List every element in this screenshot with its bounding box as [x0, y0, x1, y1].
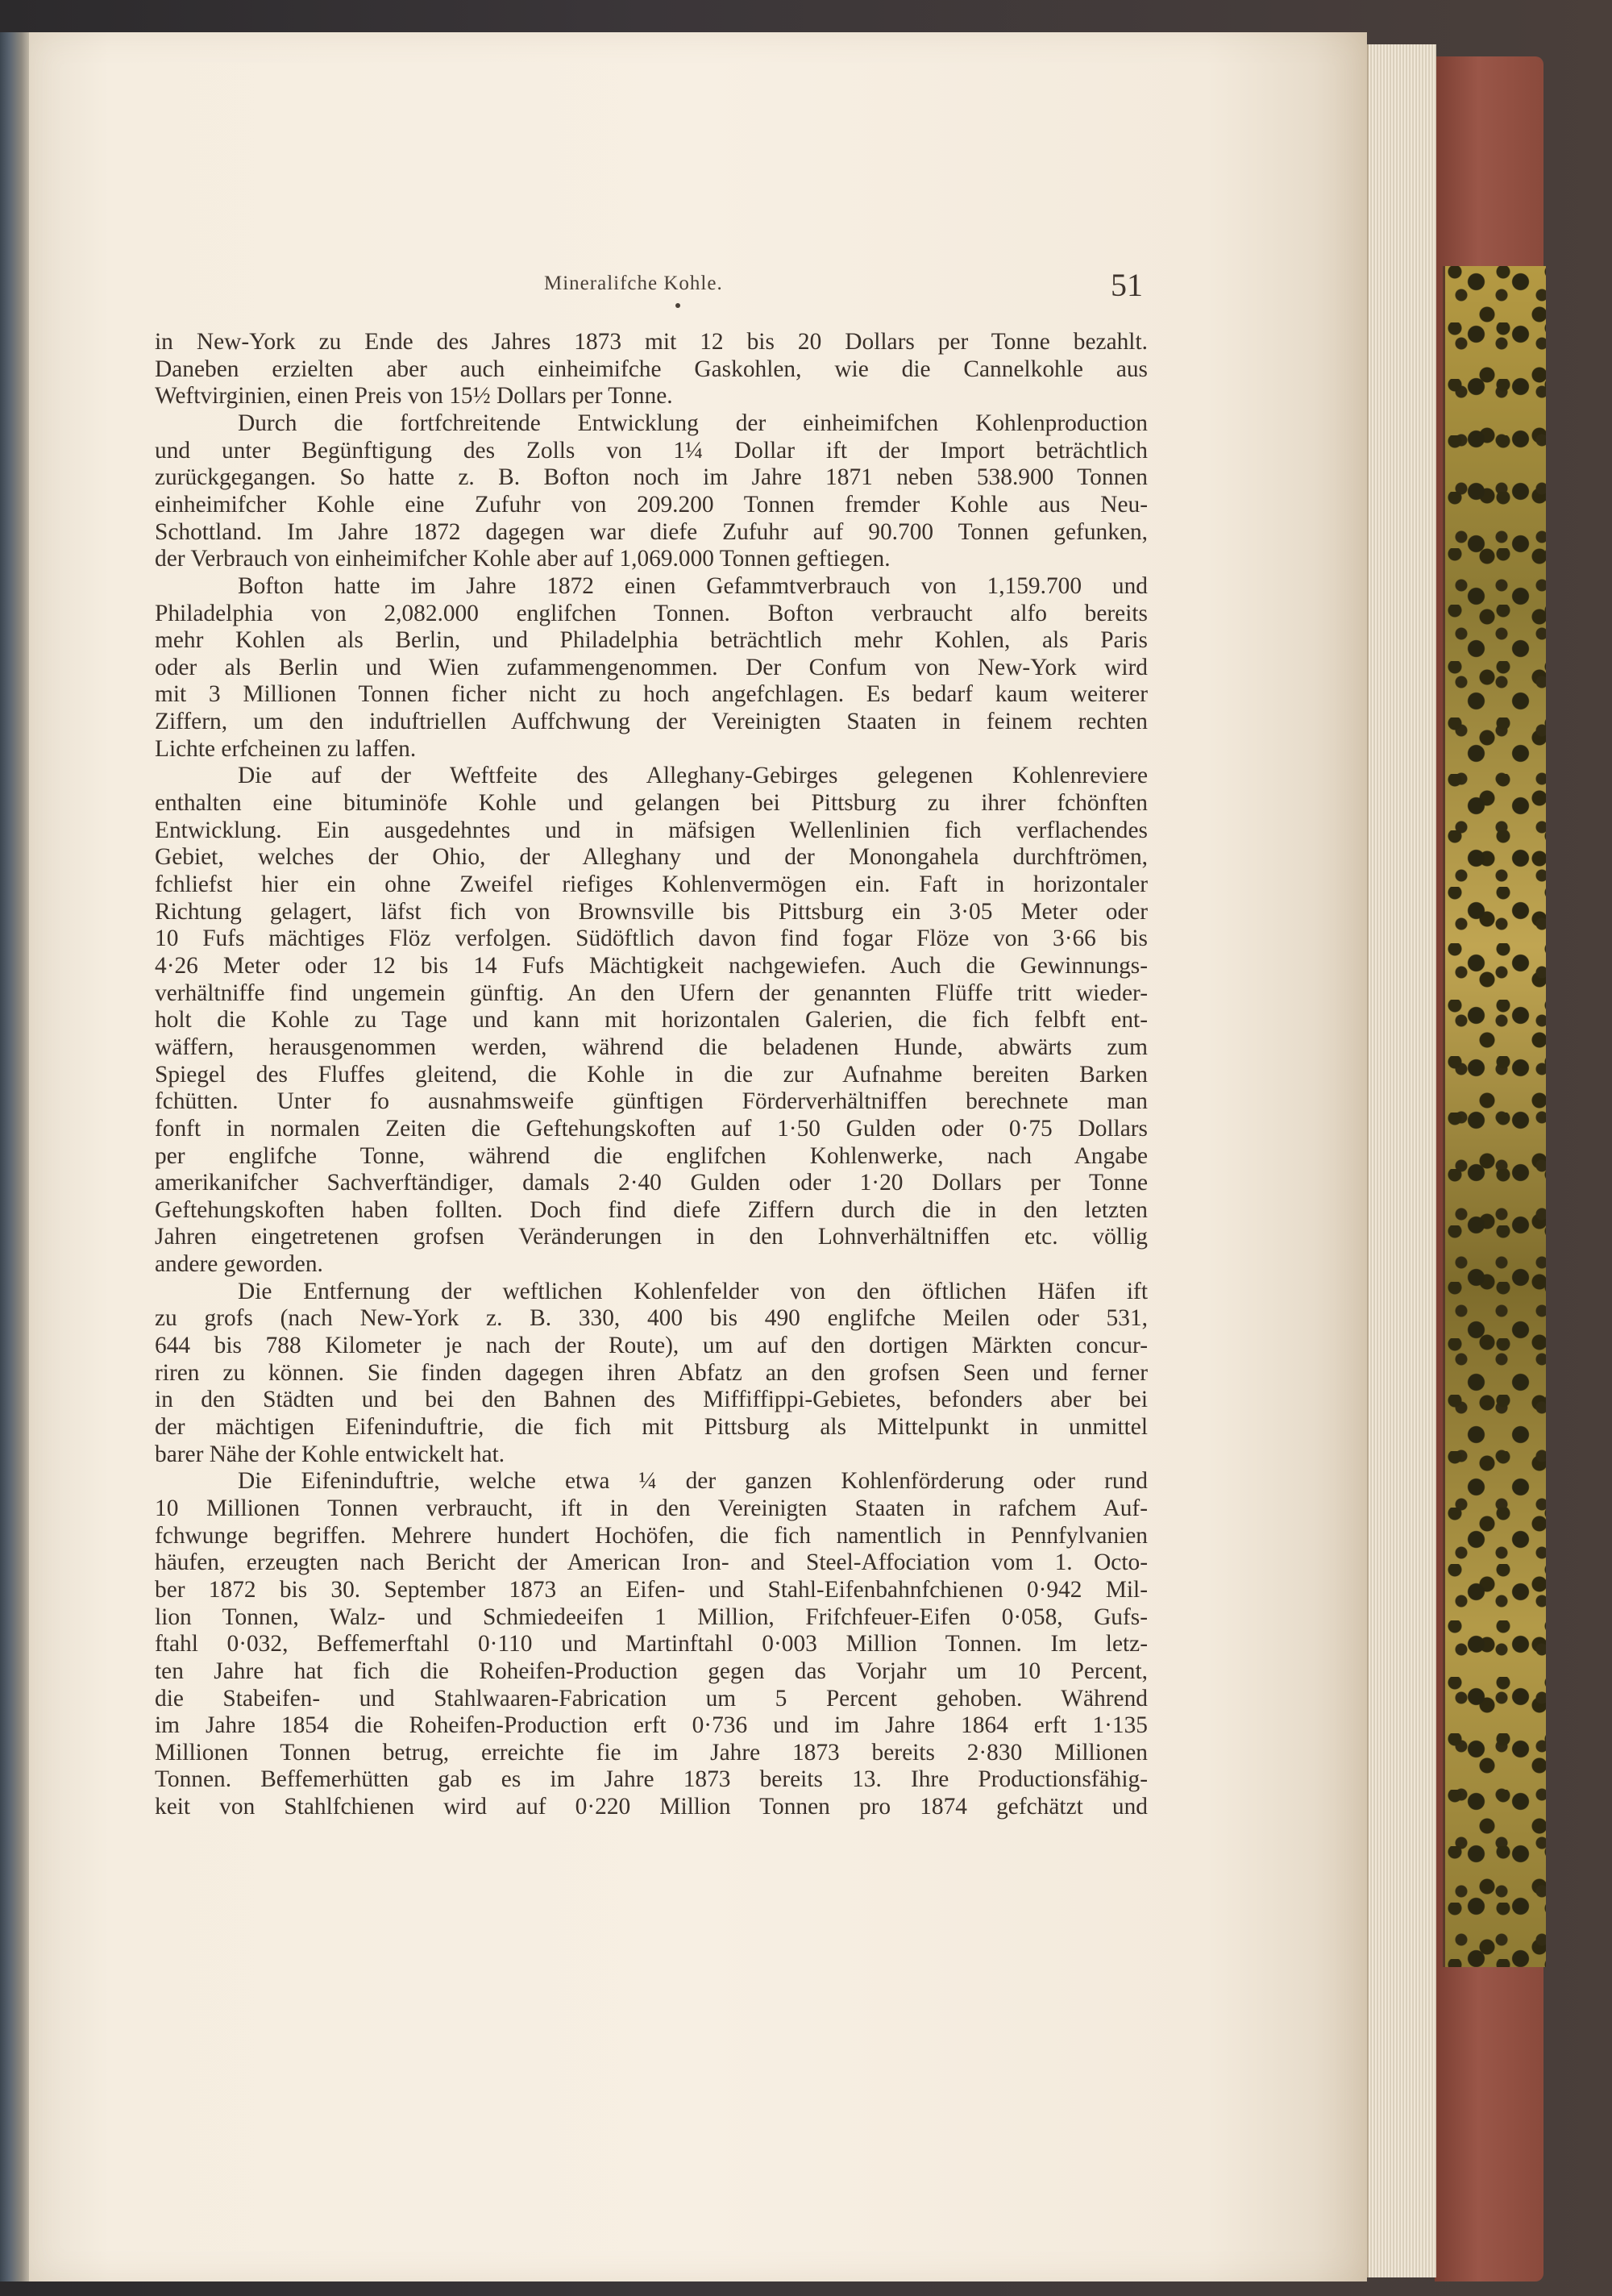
- text-line: oder als Berlin und Wien zufammengenommen. Der Confum von New-York wird: [155, 654, 1148, 680]
- text-line: zu grofs (nach New-York z. B. 330, 400 bis 490 englifche Meilen oder 531,: [155, 1305, 1148, 1332]
- page-block-edges: [1367, 44, 1436, 2277]
- text-line: Richtung gelagert, läfst fich von Brownsville bis Pittsburg ein 3·05 Meter oder: [155, 898, 1148, 925]
- text-line: Lichte erfcheinen zu laffen.: [155, 735, 417, 762]
- text-line: mehr Kohlen als Berlin, und Philadelphia beträchtlich mehr Kohlen, als Paris: [155, 627, 1148, 654]
- text-line: wäffern, herausgenommen werden, während die beladenen Hunde, abwärts zum: [155, 1034, 1148, 1060]
- text-line: Daneben erzielten aber auch einheimifche Gaskohlen, wie die Cannelkohle aus: [155, 356, 1148, 382]
- text-line: Philadelphia von 2,082.000 englifchen Tonnen. Bofton verbraucht alfo bereits: [155, 600, 1148, 626]
- text-line: ten Jahre hat fich die Roheifen-Production gegen das Vorjahr um 10 Percent,: [155, 1658, 1148, 1684]
- text-line: zurückgegangen. So hatte z. B. Bofton noch im Jahre 1871 neben 538.900 Tonnen: [155, 464, 1148, 491]
- text-line: Schottland. Im Jahre 1872 dagegen war diefe Zufuhr auf 90.700 Tonnen gefunken,: [155, 518, 1148, 545]
- text-line: Gebiet, welches der Ohio, der Alleghany und der Monongahela durchftrömen,: [155, 844, 1148, 871]
- running-title: Mineralifche Kohle.: [544, 272, 723, 294]
- text-line: Durch die fortfchreitende Entwicklung der einheimifchen Kohlenproduction: [238, 410, 1148, 436]
- text-line: die Stabeifen- und Stahlwaaren-Fabrication um 5 Percent gehoben. Während: [155, 1685, 1148, 1712]
- text-line: im Jahre 1854 die Roheifen-Production erft 0·736 und im Jahre 1864 erft 1·135: [155, 1712, 1148, 1739]
- text-line: Geftehungskoften haben follten. Doch find diefe Ziffern durch die in den letzten: [155, 1196, 1148, 1223]
- text-line: häufen, erzeugten nach Bericht der American Iron- and Steel-Affociation vom 1. Octo-: [155, 1549, 1148, 1576]
- text-line: Entwicklung. Ein ausgedehntes und in mäfsigen Wellenlinien fich verflachendes: [155, 817, 1148, 843]
- text-line: 4·26 Meter oder 12 bis 14 Fufs Mächtigkeit nachgewiefen. Auch die Gewinnungs-: [155, 952, 1148, 979]
- marbled-edge: [1443, 266, 1546, 1967]
- ink-dot: [675, 303, 680, 308]
- text-line: Tonnen. Beffemerhütten gab es im Jahre 1873 bereits 13. Ihre Productionsfähig-: [155, 1766, 1148, 1793]
- facing-page-edge: [0, 32, 31, 2281]
- text-line: fchütten. Unter fo ausnahmsweife günftigen Förderverhältniffen berechnete man: [155, 1088, 1148, 1115]
- text-line: Spiegel des Fluffes gleitend, die Kohle in die zur Aufnahme bereiten Barken: [155, 1061, 1148, 1088]
- text-line: per englifche Tonne, während die englifchen Kohlenwerke, nach Angabe: [155, 1142, 1148, 1169]
- text-line: mit 3 Millionen Tonnen ficher nicht zu hoch angefchlagen. Es bedarf kaum weiterer: [155, 681, 1148, 708]
- text-line: fchwunge begriffen. Mehrere hundert Hochöfen, die fich namentlich in Pennfylvanien: [155, 1522, 1148, 1549]
- text-line: Die auf der Weftfeite des Alleghany-Gebirges gelegenen Kohlenreviere: [238, 763, 1148, 789]
- text-line: in den Städten und bei den Bahnen des Miffiffippi-Gebietes, befonders aber bei: [155, 1387, 1148, 1413]
- text-line: Die Eifeninduftrie, welche etwa ¼ der ganzen Kohlenförderung oder rund: [238, 1468, 1148, 1495]
- text-line: lion Tonnen, Walz- und Schmiedeeifen 1 Million, Frifchfeuer-Eifen 0·058, Gufs-: [155, 1603, 1148, 1630]
- text-line: 10 Fufs mächtiges Flöz verfolgen. Südöftlich davon find fogar Flöze von 3·66 bis: [155, 925, 1148, 952]
- text-line: fonft in normalen Zeiten die Geftehungskoften auf 1·50 Gulden oder 0·75 Dollars: [155, 1115, 1148, 1142]
- text-line: 10 Millionen Tonnen verbraucht, ift in den Vereinigten Staaten in rafchem Auf-: [155, 1495, 1148, 1521]
- text-line: verhältniffe find ungemein günftig. An den Ufern der genannten Flüffe tritt wieder-: [155, 980, 1148, 1006]
- text-line: einheimifcher Kohle eine Zufuhr von 209.200 Tonnen fremder Kohle aus Neu-: [155, 491, 1148, 518]
- text-line: Jahren eingetretenen grofsen Veränderungen in den Lohnverhältniffen etc. völlig: [155, 1224, 1148, 1250]
- text-line: Ziffern, um den induftriellen Auffchwung der Vereinigten Staaten in feinem rechten: [155, 709, 1148, 735]
- text-line: fchliefst hier ein ohne Zweifel riefiges Kohlenvermögen ein. Faft in horizontaler: [155, 871, 1148, 897]
- text-line: keit von Stahlfchienen wird auf 0·220 Million Tonnen pro 1874 gefchätzt und: [155, 1794, 1148, 1820]
- text-line: holt die Kohle zu Tage und kann mit horizontalen Galerien, die fich felbft ent-: [155, 1007, 1148, 1034]
- body-text: [155, 329, 1148, 1974]
- text-line: Die Entfernung der weftlichen Kohlenfelder von den öftlichen Häfen ift: [238, 1278, 1148, 1304]
- text-line: in New-York zu Ende des Jahres 1873 mit 12 bis 20 Dollars per Tonne bezahlt.: [155, 329, 1148, 355]
- text-line: barer Nähe der Kohle entwickelt hat.: [155, 1441, 505, 1467]
- text-line: der Verbrauch von einheimifcher Kohle aber auf 1,069.000 Tonnen geftiegen.: [155, 546, 891, 572]
- text-line: ber 1872 bis 30. September 1873 an Eifen- und Stahl-Eifenbahnfchienen 0·942 Mil-: [155, 1576, 1148, 1603]
- text-line: enthalten eine bituminöfe Kohle und gelangen bei Pittsburg zu ihrer fchönften: [155, 790, 1148, 817]
- page-number: 51: [1111, 267, 1143, 303]
- text-line: ftahl 0·032, Beffemerftahl 0·110 und Martinftahl 0·003 Million Tonnen. Im letz-: [155, 1631, 1148, 1658]
- text-line: amerikanifcher Sachverftändiger, damals 2·40 Gulden oder 1·20 Dollars per Tonne: [155, 1170, 1148, 1196]
- text-line: der mächtigen Eifeninduftrie, die fich mit Pittsburg als Mittelpunkt in unmittel: [155, 1414, 1148, 1440]
- text-line: Weftvirginien, einen Preis von 15½ Dollars per Tonne.: [155, 383, 673, 410]
- text-line: und unter Begünftigung des Zolls von 1¼ Dollar ift der Import beträchtlich: [155, 437, 1148, 464]
- text-line: riren zu können. Sie finden dagegen ihren Abfatz an den grofsen Seen und ferner: [155, 1359, 1148, 1386]
- text-line: andere geworden.: [155, 1251, 323, 1278]
- text-line: Millionen Tonnen betrug, erreichte fie im Jahre 1873 bereits 2·830 Millionen: [155, 1739, 1148, 1766]
- text-line: Bofton hatte im Jahre 1872 einen Gefammtverbrauch von 1,159.700 und: [238, 572, 1148, 599]
- text-line: 644 bis 788 Kilometer je nach der Route), um auf den dortigen Märkten concur-: [155, 1333, 1148, 1359]
